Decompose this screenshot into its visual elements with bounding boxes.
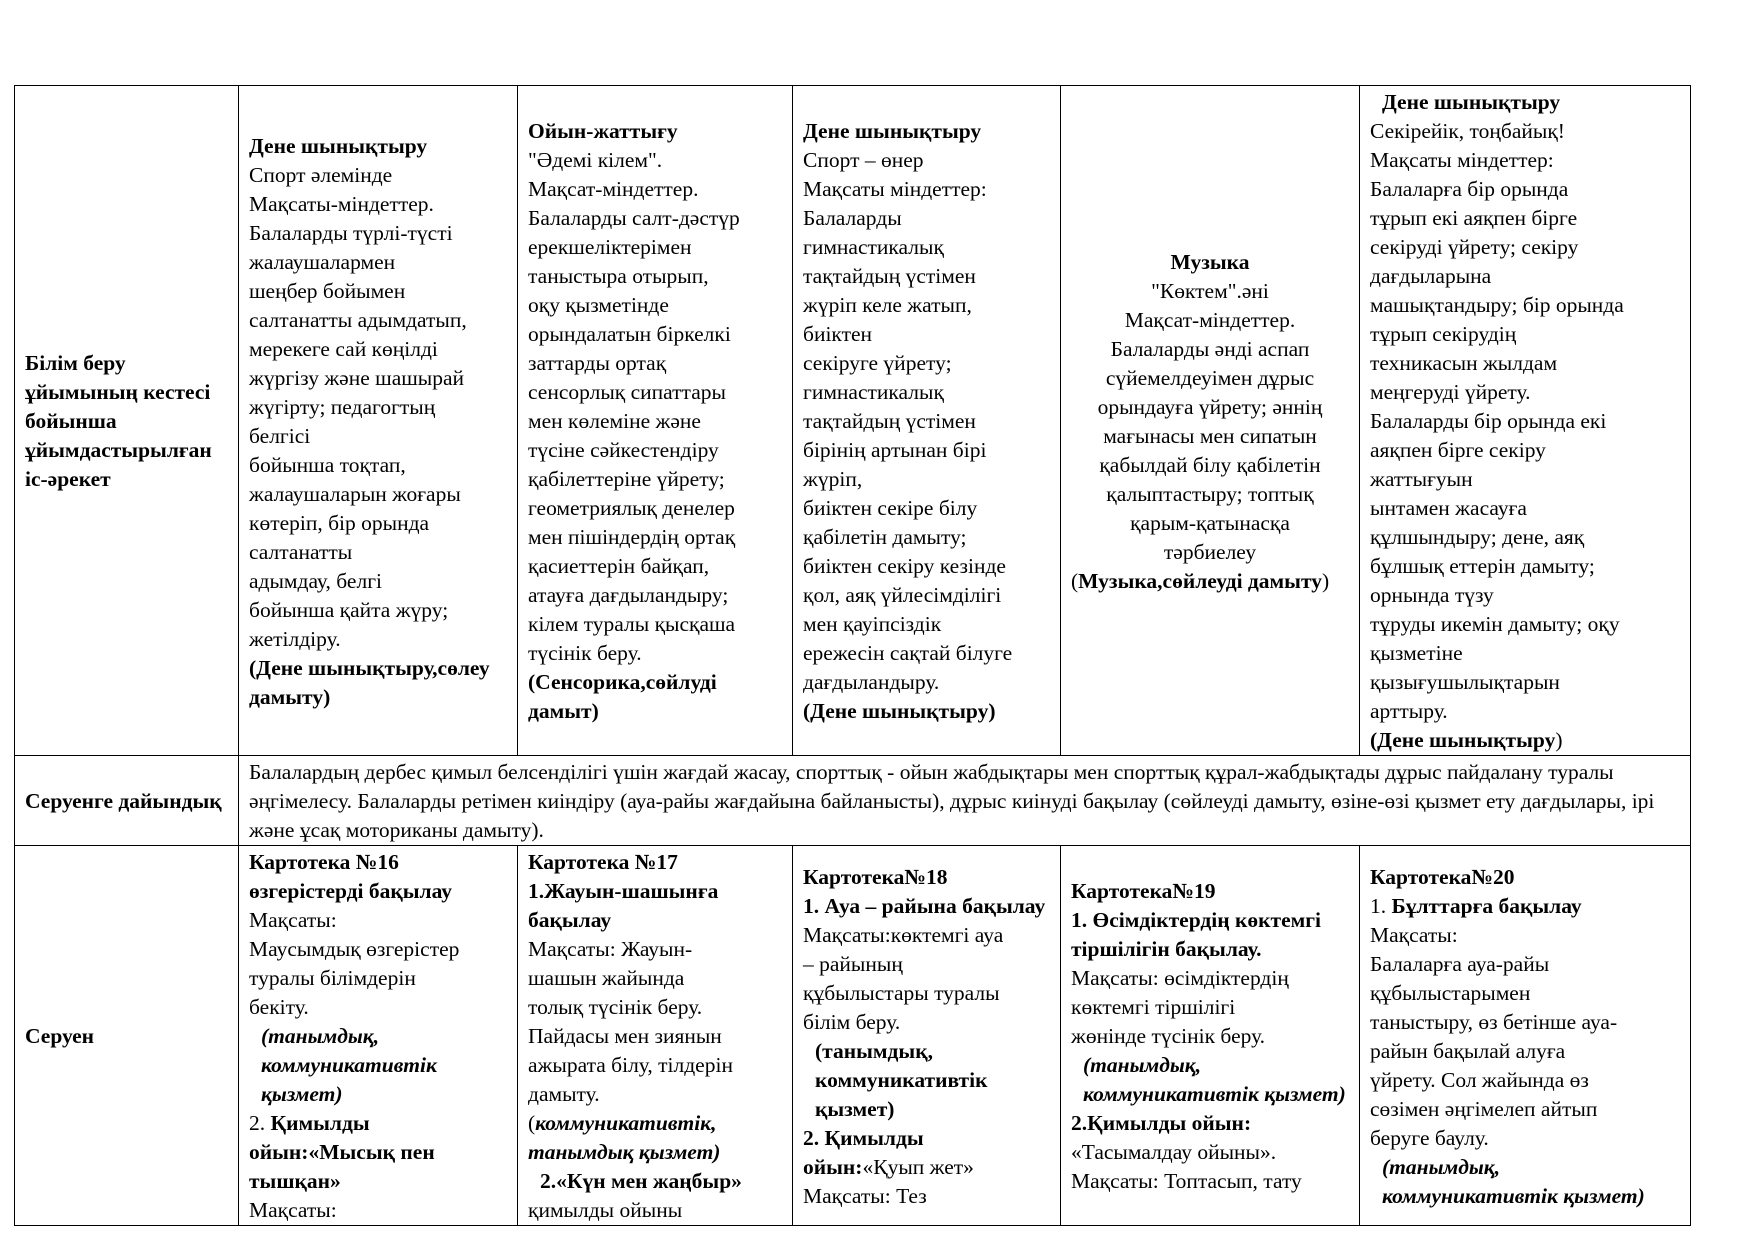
activity-1-line: белгісі	[249, 423, 311, 448]
activity-cell-1	[239, 86, 518, 756]
activity-2-line: орындалатын біркелкі	[528, 322, 731, 346]
walk-5-goal-line: Балаларға ауа-райы	[1370, 951, 1550, 976]
activity-3-line: тақтайдың үстімен	[803, 409, 976, 433]
activity-1-line: бойынша қайта жүру;	[249, 597, 449, 622]
walk-2-tag-text: коммуникативтік, танымдық қызмет)	[528, 1111, 721, 1164]
walk-1-tail: Мақсаты:	[249, 1198, 337, 1222]
walk-2-tail: қимылды ойыны	[528, 1198, 683, 1222]
activity-1-footer: (Дене шынықтыру,сөлеу дамыту)	[249, 655, 490, 709]
activity-5-line: аяқпен бірге секіру	[1370, 438, 1546, 462]
activity-5-line: техникасын жылдам	[1370, 351, 1558, 375]
walk-2-tag-open: (	[528, 1111, 536, 1135]
activity-2-line: оқу қызметінде	[528, 293, 669, 317]
activity-1-line: жүгірту; педагогтың	[249, 394, 436, 419]
walk-3-card-title: Картотека№18	[803, 864, 948, 889]
walk-1-card-title: Картотека №16	[249, 850, 399, 874]
walk-2-tag	[528, 1109, 782, 1167]
walk-cell-4	[1061, 846, 1360, 1226]
activity-4-line: Балаларды әнді аспап	[1110, 336, 1310, 361]
activity-1-line: жалаушаларын жоғары	[249, 481, 461, 506]
walk-5-tag: (танымдық, коммуникативтік қызмет)	[1382, 1154, 1645, 1208]
activity-4-footer-open: (	[1071, 568, 1079, 593]
walk-4-observation: 1. Өсімдіктердің көктемгі тіршілігін бақылау.	[1071, 908, 1322, 961]
activity-3-line: мен қауіпсіздік	[803, 612, 942, 636]
walk-5-obs-text: Бұлттарға бақылау	[1391, 893, 1582, 918]
walk-5-goal-line: таныстыру, өз бетінше ауа-	[1370, 1009, 1618, 1034]
walk-row	[15, 846, 1691, 1226]
walk-2-goal-line: Пайдасы мен зиянын	[528, 1024, 722, 1048]
activity-row	[15, 86, 1691, 756]
activity-2-line: геометриялық денелер	[528, 496, 735, 520]
activity-4-title: Музыка	[1170, 249, 1250, 274]
activity-2-line: ерекшеліктерімен	[528, 235, 692, 259]
activity-1-line: салтанатты	[249, 539, 353, 564]
activity-4-footer	[1071, 567, 1349, 596]
activity-4-line: сүйемелдеуімен дұрыс	[1105, 365, 1315, 390]
activity-3-footer: (Дене шынықтыру)	[803, 699, 996, 723]
walk-5-goal-line: райын бақылай алуға	[1370, 1038, 1566, 1063]
activity-1-line: жалаушалармен	[249, 249, 396, 274]
activity-1-line: көтеріп, бір орында	[249, 510, 430, 535]
walk-5-goal-line: Мақсаты:	[1370, 922, 1458, 947]
activity-cell-3	[793, 86, 1061, 756]
walk-1-goal-line: Мақсаты:	[249, 908, 337, 932]
activity-3-line: Спорт – өнер	[803, 148, 924, 172]
activity-2-line: мен пішіндердің ортақ	[528, 525, 736, 549]
prep-text: Балалардың дербес қимыл белсенділігі үшін жағдай жасау, спорттық - ойын жабдықтары мен спорттық құрал-жабдықтады дұрыс пайдалану туралы әңгімелесу. Балаларды ретімен киіндіру (ауа-райы жағдайына байланысты), дұрыс киінуді бақылау (сөйлеуді дамыту, өзіне-өзі қызмет ету дағдылары, ірі және ұсақ моториканы дамыту).	[239, 756, 1691, 846]
activity-1-line: салтанатты адымдатып,	[249, 307, 467, 332]
activity-2-line: Мақсат-міндеттер.	[528, 177, 699, 201]
activity-5-line: қызығушылықтарын	[1370, 670, 1560, 694]
prep-row	[15, 756, 1691, 846]
activity-3-line: жүріп келе жатып,	[803, 293, 972, 317]
prep-row-label: Серуенге дайындық	[15, 756, 239, 846]
activity-4-line: мағынасы мен сипатын	[1103, 423, 1317, 448]
walk-2-goal-line: шашын жайында	[528, 966, 685, 990]
activity-5-line: қызметіне	[1370, 641, 1463, 665]
activity-3-line: тақтайдың үстімен	[803, 264, 976, 288]
activity-5-footer	[1370, 726, 1680, 755]
activity-5-line: дағдыларына	[1370, 264, 1492, 288]
activity-3-line: гимнастикалық	[803, 235, 944, 259]
walk-1-goal-line: Маусымдық өзгерістер	[249, 937, 460, 961]
activity-3-line: Балаларды	[803, 206, 902, 230]
activity-4-line: қалыптастыру; топтық	[1106, 481, 1314, 506]
walk-2-goal-line: дамыту.	[528, 1082, 600, 1106]
activity-5-line: Балаларға бір орында	[1370, 177, 1569, 201]
walk-3-goal-line: – райының	[803, 951, 903, 976]
activity-1-line: Спорт әлемінде	[249, 162, 393, 187]
activity-4-line: "Көктем".әні	[1151, 278, 1269, 303]
walk-4-game-name: 2.Қимылды ойын:	[1071, 1111, 1252, 1135]
activity-3-line: гимнастикалық	[803, 380, 944, 404]
plan-table	[14, 85, 1691, 1226]
walk-row-label: Серуен	[15, 846, 239, 1226]
activity-5-line: тұрып секірудің	[1370, 322, 1517, 346]
activity-cell-4	[1061, 86, 1360, 756]
activity-2-line: сенсорлық сипаттары	[528, 380, 726, 404]
activity-2-line: қабілеттеріне үйрету;	[528, 467, 725, 491]
activity-3-line: бірінің артынан бірі	[803, 438, 987, 462]
walk-2-observation: 1.Жауын-шашынға бақылау	[528, 879, 719, 932]
activity-5-line: секіруді үйрету; секіру	[1370, 235, 1579, 259]
walk-4-card-title: Картотека№19	[1071, 879, 1216, 903]
activity-1-line: жүргізу және шашырай	[249, 365, 465, 390]
walk-4-goal-line: Мақсаты: өсімдіктердің	[1071, 966, 1289, 990]
walk-3-game-rest: «Қуып жет»	[862, 1154, 974, 1179]
activity-5-line: Балаларды бір орында екі	[1370, 409, 1607, 433]
walk-5-obs-prefix: 1.	[1370, 893, 1392, 918]
walk-cell-2	[518, 846, 793, 1226]
activity-5-footer-close: )	[1555, 728, 1563, 752]
activity-5-line: құлшындыру; дене, аяқ	[1370, 525, 1585, 549]
activity-3-line: секіруге үйрету;	[803, 351, 952, 375]
activity-5-line: арттыру.	[1370, 699, 1448, 723]
walk-4-tag: (танымдық, коммуникативтік қызмет)	[1083, 1053, 1346, 1106]
walk-5-observation	[1370, 892, 1680, 921]
activity-4-line: орындауға үйрету; әннің	[1097, 394, 1323, 419]
activity-2-title: Ойын-жаттығу	[528, 119, 678, 143]
walk-cell-5	[1360, 846, 1691, 1226]
activity-5-line: бұлшық еттерін дамыту;	[1370, 554, 1595, 578]
walk-1-game-name: Қимылды ойын:«Мысық пен тышқан»	[249, 1111, 435, 1193]
activity-5-footer-bold: (Дене шынықтыру	[1370, 728, 1556, 752]
activity-1-line: бойынша тоқтап,	[249, 452, 406, 477]
walk-4-goal-line: жөнінде түсінік беру.	[1071, 1024, 1266, 1048]
activity-2-line: заттарды ортақ	[528, 351, 667, 375]
walk-3-goal-line: білім беру.	[803, 1009, 901, 1034]
walk-1-observation: өзгерістерді бақылау	[249, 879, 453, 903]
activity-2-line: қасиеттерін байқап,	[528, 554, 710, 578]
walk-2-goal-line: Мақсаты: Жауын-	[528, 937, 693, 961]
walk-3-tail: Мақсаты: Тез	[803, 1183, 927, 1208]
activity-5-title: Дене шынықтыру	[1382, 90, 1561, 114]
activity-3-line: қабілетін дамыту;	[803, 525, 967, 549]
walk-2-goal-line: толық түсінік беру.	[528, 995, 703, 1019]
walk-5-goal-line: құбылыстарымен	[1370, 980, 1531, 1005]
walk-4-goal-line: көктемгі тіршілігі	[1071, 995, 1236, 1019]
activity-1-title: Дене шынықтыру	[249, 133, 428, 158]
walk-3-tag: (танымдық, коммуникативтік қызмет)	[815, 1038, 988, 1121]
walk-1-game	[249, 1109, 507, 1196]
walk-1-goal-line: бекіту.	[249, 995, 309, 1019]
activity-4-line: тәрбиелеу	[1163, 539, 1257, 564]
activity-4-line: қарым-қатынасқа	[1130, 510, 1290, 535]
walk-1-game-prefix: 2.	[249, 1111, 271, 1135]
walk-cell-1	[239, 846, 518, 1226]
activity-1-line: Мақсаты-міндеттер.	[249, 191, 434, 216]
activity-5-line: жаттығуын	[1370, 467, 1473, 491]
activity-2-line: атауға дағдыландыру;	[528, 583, 729, 607]
activity-3-line: биіктен секіре білу	[803, 496, 978, 520]
activity-4-line: Мақсат-міндеттер.	[1124, 307, 1296, 332]
activity-5-line: тұруды икемін дамыту; оқу	[1370, 612, 1620, 636]
activity-1-line: мерекеге сай көңілді	[249, 336, 438, 361]
activity-4-footer-bold: Музыка,сөйлеуді дамыту	[1078, 568, 1322, 593]
activity-cell-2	[518, 86, 793, 756]
activity-1-line: шеңбер бойымен	[249, 278, 406, 303]
activity-3-line: биіктен	[803, 322, 873, 346]
activity-5-line: тұрып екі аяқпен бірге	[1370, 206, 1578, 230]
walk-3-game-name: 2. Қимылды ойын:	[803, 1125, 924, 1179]
activity-1-line: жетілдіру.	[249, 626, 341, 651]
walk-cell-3	[793, 846, 1061, 1226]
activity-5-line: Секірейік, тоңбайық!	[1370, 119, 1565, 143]
activity-5-line: Мақсаты міндеттер:	[1370, 148, 1554, 172]
activity-5-line: меңгеруді үйрету.	[1370, 380, 1531, 404]
activity-3-line: Мақсаты міндеттер:	[803, 177, 987, 201]
walk-5-card-title: Картотека№20	[1370, 864, 1515, 889]
walk-3-observation: 1. Ауа – райына бақылау	[803, 893, 1046, 918]
walk-1-tag: (танымдық, коммуникативтік қызмет)	[261, 1024, 437, 1106]
activity-2-line: таныстыра отырып,	[528, 264, 709, 288]
activity-cell-5	[1360, 86, 1691, 756]
activity-3-line: ережесін сақтай білуге	[803, 641, 1013, 665]
activity-4-line: қабылдай білу қабілетін	[1099, 452, 1321, 477]
walk-2-goal-line: ажырата білу, тілдерін	[528, 1053, 733, 1077]
activity-5-line: орнында түзу	[1370, 583, 1494, 607]
activity-2-line: мен көлеміне және	[528, 409, 701, 433]
walk-3-goal-line: құбылыстары туралы	[803, 980, 1000, 1005]
activity-5-line: ынтамен жасауға	[1370, 496, 1527, 520]
walk-3-game	[803, 1124, 1050, 1182]
walk-4-tail: Мақсаты: Топтасып, тату	[1071, 1169, 1302, 1193]
activity-2-footer: (Сенсорика,сөйлуді дамыт)	[528, 670, 717, 723]
walk-3-goal-line: Мақсаты:көктемгі ауа	[803, 922, 1004, 947]
walk-4-game-rest: «Тасымалдау ойыны».	[1071, 1140, 1277, 1164]
walk-2-card-title: Картотека №17	[528, 850, 678, 874]
activity-3-line: жүріп,	[803, 467, 863, 491]
activity-2-line: кілем туралы қысқаша	[528, 612, 736, 636]
activity-3-line: биіктен секіру кезінде	[803, 554, 1006, 578]
activity-3-line: дағдыландыру.	[803, 670, 940, 694]
activity-5-line: машықтандыру; бір орында	[1370, 293, 1624, 317]
walk-1-goal-line: туралы білімдерін	[249, 966, 416, 990]
walk-5-goal-line: сөзімен әңгімелеп айтып	[1370, 1096, 1598, 1121]
activity-2-line: түсінік беру.	[528, 641, 642, 665]
walk-5-goal-line: беруге баулу.	[1370, 1125, 1489, 1150]
walk-2-game-name: 2.«Күн мен жаңбыр»	[540, 1169, 742, 1193]
walk-5-goal-line: үйрету. Сол жайында өз	[1370, 1067, 1589, 1092]
activity-1-line: Балаларды түрлі-түсті	[249, 220, 453, 245]
activity-2-line: Балаларды салт-дәстүр	[528, 206, 740, 230]
activity-1-line: адымдау, белгі	[249, 568, 382, 593]
activity-3-line: қол, аяқ үйлесімділігі	[803, 583, 1002, 607]
activity-2-line: түсіне сәйкестендіру	[528, 438, 719, 462]
activity-row-label: Білім беру ұйымының кестесі бойынша ұйымдастырылған іс-әрекет	[15, 86, 239, 756]
activity-4-footer-close: )	[1322, 568, 1330, 593]
activity-3-title: Дене шынықтыру	[803, 119, 982, 143]
activity-2-line: "Әдемі кілем".	[528, 148, 663, 172]
